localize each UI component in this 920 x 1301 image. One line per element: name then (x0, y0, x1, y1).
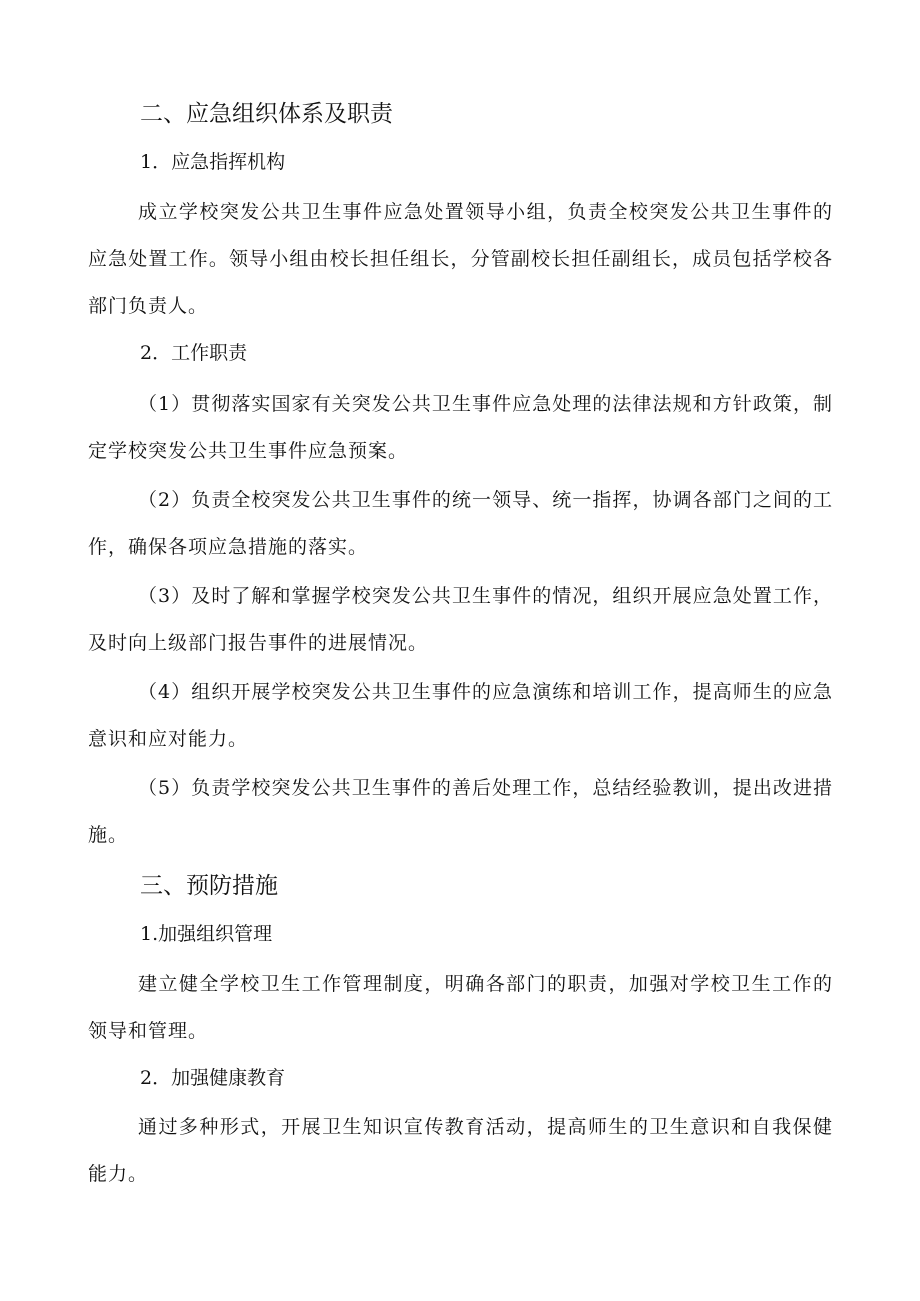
section-3-sub-1-paragraph: 建立健全学校卫生工作管理制度，明确各部门的职责，加强对学校卫生工作的领导和管理。 (88, 973, 833, 1042)
section-3-sub-2-paragraph: 通过多种形式，开展卫生知识宣传教育活动，提高师生的卫生意识和自我保健能力。 (88, 1116, 833, 1185)
section-2-sub-2-title: 2．工作职责 (140, 342, 248, 364)
duty-item-4: （4）组织开展学校突发公共卫生事件的应急演练和培训工作，提高师生的应急意识和应对能力。 (88, 681, 833, 750)
section-2-sub-1-paragraph: 成立学校突发公共卫生事件应急处置领导小组，负责全校突发公共卫生事件的应急处置工作。领导小组由校长担任组长，分管副校长担任副组长，成员包括学校各部门负责人。 (88, 201, 833, 317)
duty-item-3: （3）及时了解和掌握学校突发公共卫生事件的情况，组织开展应急处置工作，及时向上级部门报告事件的进展情况。 (88, 585, 833, 654)
section-3-heading: 三、预防措施 (140, 873, 278, 899)
section-2-sub-1-title: 1．应急指挥机构 (140, 151, 286, 173)
duty-item-1: （1）贯彻落实国家有关突发公共卫生事件应急处理的法律法规和方针政策，制定学校突发公共卫生事件应急预案。 (88, 393, 833, 462)
section-3-sub-2-title: 2．加强健康教育 (140, 1067, 286, 1089)
duty-item-2: （2）负责全校突发公共卫生事件的统一领导、统一指挥，协调各部门之间的工作，确保各项应急措施的落实。 (88, 489, 833, 558)
section-2-heading: 二、应急组织体系及职责 (140, 101, 393, 127)
duty-item-5: （5）负责学校突发公共卫生事件的善后处理工作，总结经验教训，提出改进措施。 (88, 777, 833, 846)
section-3-sub-1-title: 1.加强组织管理 (140, 923, 273, 945)
